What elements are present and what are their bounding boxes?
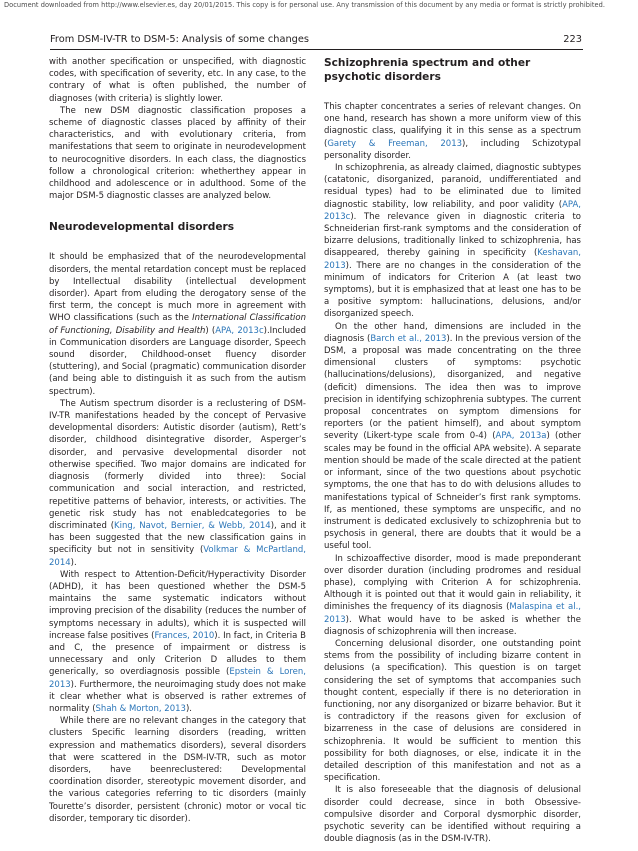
citation-link[interactable]: Frances, 2010 (154, 630, 215, 641)
paragraph: On the other hand, dimensions are included in the diagnosis (Barch et al., 2013). In the previous version of the DSM, a proposal was made concentrating on the three dimensional clusters of symptoms: psychotic (hallucinations/delusions), disorganized, and negative (deficit) dimensions. The idea then was to improve precision in identifying schizophrenia subtypes. The current proposal concentrates on symptom dimensions for reporters (or the patient himself), and about symptom severity (Likert-type scale from 0-4) (APA, 2013a) (other scales may be found in the official APA website). A separate mention should be made of the scale directed at the patient or informant, since of the two questions about psychotic symptoms, the one that has to do with delusions alludes to manifestations typical of Schneider’s first rank symptoms. If, as mentioned, these symptoms are unspecific, and no instrument is dedicated exclusively to schizophrenia but to psychosis in general, there are doubts that it would be a useful tool. (324, 321, 581, 552)
italic-title: International Classification of Functioning, Disability and Health (49, 313, 306, 336)
citation-link[interactable]: Malaspina et al., 2013 (324, 602, 581, 625)
header-rule (50, 49, 583, 50)
right-column (324, 56, 581, 845)
paragraph: Concerning delusional disorder, one outstanding point stems from the possibility of including bizarre content in delusions (a specification). This question is on target considering the set of symptoms that accompanies such thought content, especially if there is no deterioration in functioning, nor any disorganized or bizarre behavior. But it is contradictory if the reasons given for exclusion of bizarreness in the case of delusions are considered in schizophrenia. It would be sufficient to mention this possibility for both diagnoses, or else, indicate it in the detailed description of this manifestation and not as a specification. (324, 638, 581, 784)
left-column (49, 56, 306, 825)
citation-link[interactable]: King, Navot, Bernier, & Webb, 2014 (114, 520, 271, 531)
section-heading-neurodevelopmental: Neurodevelopmental disorders (49, 221, 235, 234)
page-number: 223 (563, 34, 582, 45)
paragraph: It is also foreseeable that the diagnosis of delusional disorder could decrease, since in both Obsessive-compulsive disorder and Corporal dysmorphic disorder, psychotic severity can be identified without requiring a double diagnosis (as in the DSM-IV-TR). (324, 785, 581, 845)
citation-link[interactable]: Shah & Morton, 2013 (95, 703, 186, 714)
citation-link[interactable]: APA, 2013c (215, 325, 264, 336)
paragraph: The Autism spectrum disorder is a reclustering of DSM-IV-TR manifestations headed by the concept of Pervasive developmental disorders: Autistic disorder (autism), Rett’s disorder, childhood disintegrative disorder, Asperger’s disorder, and pervasive developmental disorder not otherwise specified. Two major domains are indicated for diagnosis (formerly divided into three): Social communication and social interaction, and restricted, repetitive patterns of behavior, interests, or activities. The genetic risk study has not enabledcategories to be discriminated (King, Navot, Bernier, & Webb, 2014), and it has been suggested that the new classification gains in specificity but not in sensitivity (Volkmar & McPartland, 2014). (49, 398, 307, 568)
copyright-notice: Document downloaded from http://www.elsevier.es, day 20/01/2015. This copy is for personal use. Any transmission of this document by any media or format is strictly prohibited. (4, 1, 605, 9)
paragraph: In schizophrenia, as already claimed, diagnostic subtypes (catatonic, disorganized, paranoid, undifferentiated and residual types) had to be eliminated due to limited diagnostic stability, low reliability, and poor validity (APA, 2013c). The relevance given in diagnostic criteria to Schneiderian first-rank symptoms and the consideration of bizarre delusions, traditionally linked to schizophrenia, has disappeared, thereby gaining in specificity (Keshavan, 2013). There are no changes in the consideration of the minimum of indicators for Criterion A (at least two symptoms), but it is emphasized that at least one has to be a positive symptom: hallucinations, delusions, and/or disorganized speech. (324, 163, 581, 320)
paragraph: The new DSM diagnostic classification proposes a scheme of diagnostic classes placed by affinity of their characteristics, and with evolutionary criteria, from manifestations that seem to originate in neurodevelopment to neurocognitive disorders. In each class, the diagnostics follow a chronological criterion: whetherthey appear in childhood and adolescence or in adulthood. Some of the major DSM-5 diagnostic classes are analyzed below. (49, 105, 306, 202)
running-head-title: From DSM-IV-TR to DSM-5: Analysis of some changes (50, 34, 310, 45)
paragraph: While there are no relevant changes in the category that clusters Specific learning disorders (reading, written expression and mathematics disorders), several disorders that were scattered in the DSM-IV-TR, such as motor disorders, have beenreclustered: Developmental coordination disorder, stereotypic movement disorder, and the various categories referring to tic disorders (mainly Tourette’s disorder, persistent (chronic) motor or vocal tic disorder, temporary tic disorder). (49, 716, 306, 824)
paragraph: With respect to Attention-Deficit/Hyperactivity Disorder (ADHD), it has been questioned whether the DSM-5 maintains the same systematic indicators without improving precision of the disability (reduces the number of symptoms necessary in adults), which it is suspected will increase false positives (Frances, 2010). In fact, in Criteria B and C, the presence of impairment or distress is unnecessary and only Criterion D alludes to them generically, so overdiagnosis possible (Epstein & Loren, 2013). Furthermore, the neuroimaging study does not make it clear whether what is observed is rather extremes of normality (Shah & Morton, 2013). (49, 569, 307, 714)
paragraph: In schizoaffective disorder, mood is made preponderant over disorder duration (including prodromes and residual phase), complying with Criterion A for schizophrenia. Although it is pointed out that it would gain in reliability, it diminishes the frequency of its diagnosis (Malaspina et al., 2013). What would have to be asked is whether the diagnosis of schizophrenia will then increase. (324, 553, 581, 637)
citation-link[interactable]: Keshavan, 2013 (324, 248, 581, 271)
citation-link[interactable]: Volkmar & McPartland, 2014 (49, 545, 306, 568)
paragraph: It should be emphasized that of the neurodevelopmental disorders, the mental retardation concept must be replaced by Intellectual disability (intellectual development disorder). Apart from eluding the derogatory sense of the first term, the concept is much more in agreement with WHO classifications (such as the International Classification of Functioning, Disability and Health) (APA, 2013c).Included in Communication disorders are Language disorder, Speech sound disorder, Childhood-onset fluency disorder (stuttering), and Social (pragmatic) communication disorder (and being able to distinguish it as such from the autism spectrum). (49, 252, 306, 397)
citation-link[interactable]: Epstein & Loren, 2013 (49, 667, 307, 690)
paragraph: This chapter concentrates a series of relevant changes. On one hand, research has shown a more uniform view of this diagnostic class, qualifying it in this sense as a spectrum (Garety & Freeman, 2013), including Schizotypal personality disorder. (324, 102, 581, 161)
citation-link[interactable]: Barch et al., 2013 (370, 333, 447, 344)
paragraph: with another specification or unspecified, with diagnostic codes, with specification of severity, etc. In any case, to the contrary of what is often published, the number of diagnoses (with criteria) is slightly lower. (49, 57, 306, 104)
citation-link[interactable]: Garety & Freeman, 2013 (327, 138, 463, 149)
citation-link[interactable]: APA, 2013c (324, 199, 581, 222)
section-heading-schizophrenia: Schizophrenia spectrum and other psychotic disorders (324, 57, 531, 83)
citation-link[interactable]: APA, 2013a (495, 431, 547, 442)
